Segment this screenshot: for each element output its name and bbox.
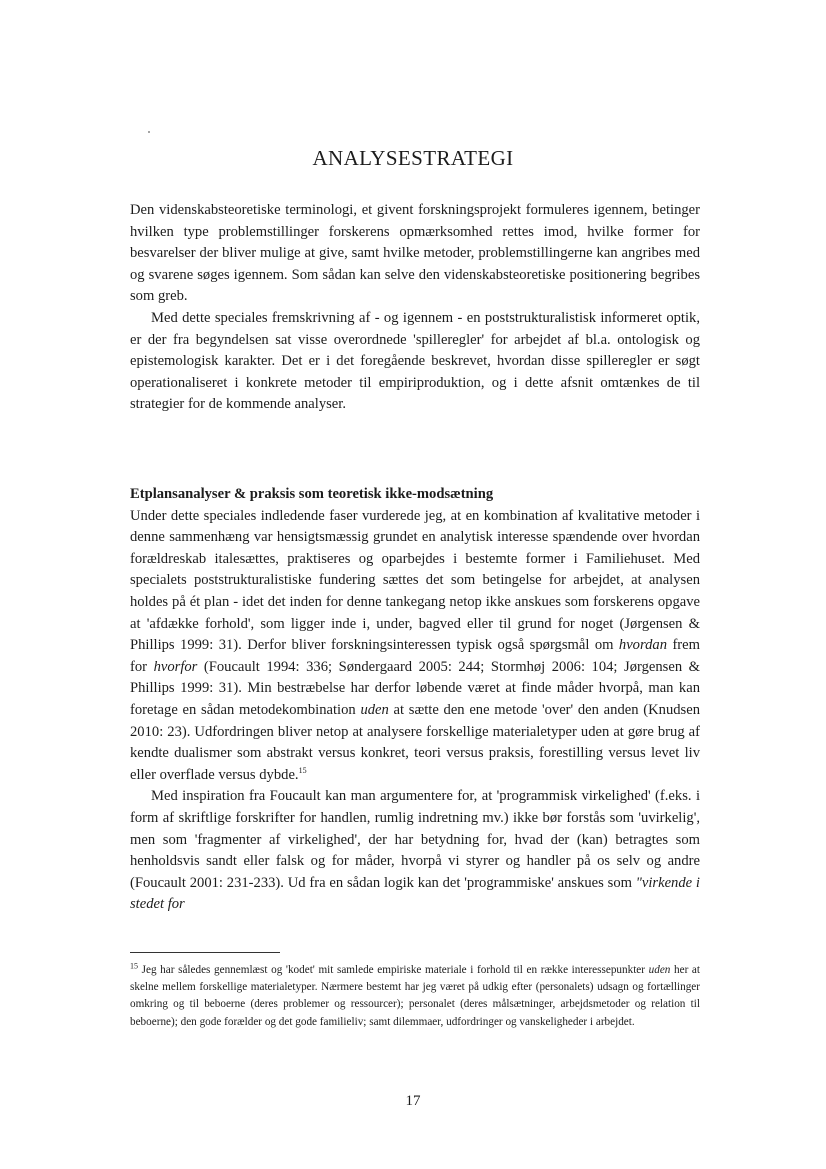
text-run: Jeg har således gennemlæst og 'kodet' mit samlede empiriske materiale i forhold til en række interessepunkter <box>141 964 649 976</box>
section-heading: Etplansanalyser & praksis som teoretisk ikke-modsætning <box>130 486 494 502</box>
footnote-15 <box>130 962 700 1031</box>
text-run: her at skelne mellem forskellige materialetyper. Nærmere bestemt har jeg været på udkig efter (personalets) udsagn og fortællinger omkring og til beboerne (deres problemer og ressourcer); personalet (deres målsætninger, arbejdsmetoder og relation til beboerne); den gode forælder og det gode familieliv; samt dilemmaer, udfordringer og vanskeligheder i arbejdet. <box>130 964 701 1028</box>
scan-speck <box>148 131 150 133</box>
emphasis-quote: "virkende i stedet for <box>130 874 700 913</box>
section-paragraph-1 <box>130 506 700 787</box>
intro-section <box>130 200 700 416</box>
page-number: 17 <box>405 1093 421 1109</box>
text-run: at sætte den ene metode 'over' den anden (Knudsen 2010: 23). Udfordringen bliver netop at analysere forskellige materialetyper uden at gøre brug af kendte dualismer som abstrakt versus konkret, teori versus praksis, forestilling versus levet liv eller overflade versus dybde. <box>130 701 700 783</box>
section-paragraph-2 <box>130 786 700 916</box>
footnote-divider <box>130 952 280 953</box>
etplans-section <box>130 484 700 916</box>
footnotes <box>130 962 700 1031</box>
intro-paragraph-1: Den videnskabsteoretiske terminologi, et givent forskningsprojekt formuleres igennem, betinger hvilken type problemstillinger forskerens opmærksomhed rettes imod, hvilke former for besvarelser der bliver mulige at give, samt hvilke metoder, problemstillingerne kan angribes med og svarene søges igennem. Som sådan kan selve den videnskabsteoretiske positionering begribes som greb. <box>130 202 700 305</box>
emphasis-uden: uden <box>648 964 671 976</box>
intro-paragraph-2: Med dette speciales fremskrivning af - og igennem - en poststrukturalistisk informeret optik, er der fra begyndelsen sat visse overordnede 'spilleregler' for arbejdet af bl.a. ontologisk og epistemologisk karakter. Det er i det foregående beskrevet, hvordan disse spilleregler er søgt operationaliseret i konkrete metoder til empiriproduktion, og i dette afsnit omtænkes de til strategier for de kommende analyser. <box>130 309 700 413</box>
emphasis-uden: uden <box>360 701 389 718</box>
text-run: Under dette speciales indledende faser vurderede jeg, at en kombination af kvalitative metoder i denne sammenhæng var hensigtsmæssig grundet en analytisk interesse spændende over hvordan forældreskab italesættes, praktiseres og oparbejdes i bestemte former i Familiehuset. Med specialets poststrukturalistiske fundering sættes det som betingelse for arbejdet, at analysen holdes på ét plan - idet det inden for denne tankegang netop ikke anskues som forskerens opgave at 'afdække forhold', som ligger inde i, under, bagved eller til grund for noget (Jørgensen & Phillips 1999: 31). Derfor bliver forskningsinteressen typisk også spørgsmål om <box>130 507 700 654</box>
emphasis-hvorfor: hvorfor <box>153 658 198 675</box>
emphasis-hvordan: hvordan <box>618 637 668 654</box>
text-run: frem for <box>130 637 700 675</box>
text-run: (Foucault 1994: 336; Søndergaard 2005: 244; Stormhøj 2006: 104; Jørgensen & Phillips 1999: 31). Min bestræbelse har derfor løbende været at finde måder hvorpå, man kan foretage en sådan metodekombination <box>130 658 701 718</box>
page-title: ANALYSESTRATEGI <box>312 146 514 170</box>
footnote-number: 15 <box>130 961 138 971</box>
footnote-reference[interactable]: 15 <box>298 765 307 775</box>
text-run: Med inspiration fra Foucault kan man argumentere for, at 'programmisk virkelighed' (f.eks. i form af skriftlige forskrifter for handlen, rumlig indretning mv.) ikke bør forstås som 'uvirkelig', men som 'fragmenter af virkelighed', der har betydning for, hvad der (kan) betragtes som henholdsvis sandt eller falsk og for måder, hvorpå vi styrer og handler på os selv og andre (Foucault 2001: 231-233). Ud fra en sådan logik kan det 'programmiske' anskues som <box>130 788 700 891</box>
